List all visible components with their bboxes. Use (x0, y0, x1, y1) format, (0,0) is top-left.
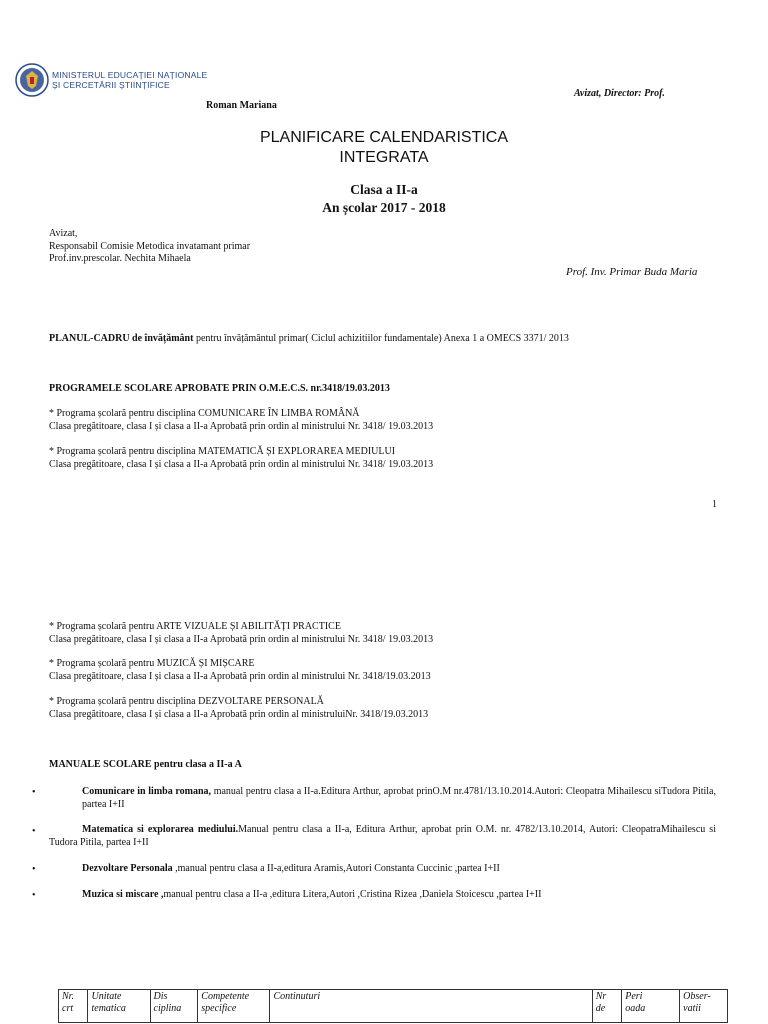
director-approval: Avizat, Director: Prof. (574, 88, 665, 99)
programe-heading: PROGRAMELE SCOLARE APROBATE PRIN O.M.E.C.S. nr.3418/19.03.2013 (49, 383, 390, 394)
column-header: Unitate tematica (88, 990, 150, 1023)
column-header: Continuturi (270, 990, 592, 1023)
manual-item: Muzica si miscare ,manual pentru clasa a II-a ,editura Litera,Autori ,Cristina Rizea ,Daniela Stoicescu ,partea I+II (82, 889, 542, 900)
teacher-name: Prof. Inv. Primar Buda Maria (566, 266, 698, 278)
manual-item: Dezvoltare Personala ,manual pentru clasa a II-a,editura Aramis,Autori Constanta Cuccinic ,partea I+II (82, 863, 500, 874)
bullet: • (32, 890, 36, 901)
school-year: An școlar 2017 - 2018 (322, 200, 446, 215)
programa-item: * Programa școlară pentru MUZICĂ ȘI MIȘCARE Clasa pregătitoare, clasa I și clasa a II-a Aprobată prin ordin al ministrului Nr. 3418/19.03.2013 (49, 658, 431, 682)
director-name: Roman Mariana (206, 100, 277, 111)
programa-item: * Programa școlară pentru disciplina COMUNICARE ÎN LIMBA ROMÂNĂ Clasa pregătitoare, clasa I și clasa a II-a Aprobată prin ordin al ministrului Nr. 3418/ 19.03.2013 (49, 408, 434, 432)
programa-item: * Programa școlară pentru disciplina DEZVOLTARE PERSONALĂ Clasa pregătitoare, clasa I și clasa a II-a Aprobată prin ordin al ministruluiNr. 3418/19.03.2013 (49, 696, 429, 720)
programa-item: * Programa școlară pentru ARTE VIZUALE ȘI ABILITĂȚI PRACTICE Clasa pregătitoare, clasa I și clasa a II-a Aprobată prin ordin al ministrului Nr. 3418/ 19.03.2013 (49, 621, 434, 645)
planul-cadru: PLANUL-CADRU de învățământ pentru învățământul primar( Ciclul achizitiilor fundamentale) Anexa 1 a OMECS 3371/ 2013 (49, 333, 569, 344)
bullet: • (32, 826, 36, 837)
class-label: Clasa a II-a (350, 182, 418, 197)
column-header: Nr. crt (59, 990, 88, 1023)
column-header: Peri oada (622, 990, 680, 1023)
page-title-line2: INTEGRATA (339, 149, 429, 166)
bullet: • (32, 864, 36, 875)
manual-item: Comunicare in limba romana, manual pentru clasa a II-a.Editura Arthur, aprobat prinO.M nr.4781/13.10.2014.Autori: Cleopatra Mihailescu siTudora Pitila, partea I+II (82, 786, 716, 810)
column-header: Obser- vatii (680, 990, 728, 1023)
programa-item: * Programa școlară pentru disciplina MATEMATICĂ ȘI EXPLORAREA MEDIULUI Clasa pregătitoare, clasa I și clasa a II-a Aprobată prin ordin al ministrului Nr. 3418/ 19.03.2013 (49, 446, 434, 470)
approval-block: Avizat, Responsabil Comisie Metodica invatamant primar Prof.inv.prescolar. Nechita Mihaela (49, 228, 251, 264)
bullet: • (32, 787, 36, 798)
manual-item: Matematica si explorarea mediului.Manual pentru clasa a II-a, Editura Arthur, aprobat prin O.M. nr. 4782/13.10.2014, Autori: CleopatraMihailescu si Tudora Pitila, partea I+II (49, 824, 716, 848)
page-number: 1 (712, 499, 717, 510)
ministry-name: MINISTERUL EDUCAȚIEI NAȚIONALE ȘI CERCETĂRII ȘTIINȚIFICE (52, 70, 208, 90)
planning-table (58, 989, 728, 1023)
column-header: Nr de (592, 990, 621, 1023)
page-title: PLANIFICARE CALENDARISTICA (259, 129, 509, 146)
column-header: Competente specifice (198, 990, 270, 1023)
table-header-row (59, 990, 728, 1023)
column-header: Dis ciplina (150, 990, 198, 1023)
manuale-heading: MANUALE SCOLARE pentru clasa a II-a A (49, 759, 242, 770)
